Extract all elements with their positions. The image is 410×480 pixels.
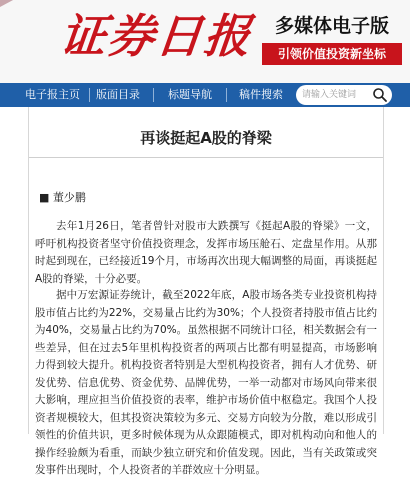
article-paragraph: 据中万宏源证券统计，截至2022年底，A股市场各类专业投资机构持股市值占比约为22%，交易量占比约为30%；个人投资者持股市值占比约为40%，交易量占比约为70%。虽然根据不同统计口径，相关数据会有一些差异，但在过去5年里机构投资者的两项占比都有明显提高，市场影响力得到较大提升。机构投资者特别是大型机构投资者，拥有人才优势、研发优势、信息优势、资金优势、品牌优势，一举一动都对市场风向带来很大影响，理应担当价值投资的表率，维护市场价值中枢稳定。我国个人投资者规模较大，但其投资决策较为多元、交易方向较为分散，难以形成引领性的价值共识，更多时候体现为从众跟随模式，即对机构动向和他人的操作经验颇为看重，而缺少独立研究和价值发现。因此，当有关政策或突发事件出现时，个人投资者的羊群效应十分明显。 <box>35 289 377 476</box>
nav-article-search[interactable]: 稿件搜索 <box>239 88 283 101</box>
nav-page-directory[interactable]: 版面目录 <box>96 88 140 101</box>
article-author: ■ 董少鹏 <box>39 191 86 204</box>
title-divider <box>29 157 383 158</box>
edition-title: 多媒体电子版 <box>274 15 389 37</box>
article-title: 再谈挺起A股的脊梁 <box>140 129 272 147</box>
nav-divider <box>226 88 227 102</box>
search-box <box>296 85 392 105</box>
nav-home[interactable]: 电子报主页 <box>25 88 80 101</box>
nav-divider <box>89 88 90 102</box>
search-icon[interactable] <box>372 87 388 103</box>
decorative-arrow <box>0 0 49 14</box>
article-paragraph: 去年1月26日，笔者曾针对股市大跌撰写《挺起A股的脊梁》一文，呼吁机构投资者坚守价值投资理念，发挥市场压舱石、定盘星作用。从那时起到现在，已经接近19个月，市场再次出现大幅调整的局面，再谈挺起A股的脊梁，十分必要。 <box>35 220 377 285</box>
newspaper-logo[interactable]: 证券日报 <box>57 9 255 63</box>
nav-divider <box>153 88 154 102</box>
main-nav <box>0 83 410 107</box>
nav-title-navigation[interactable]: 标题导航 <box>168 88 212 101</box>
slogan-banner: 引领价值投资新坐标 <box>262 43 402 65</box>
article-panel <box>28 107 384 476</box>
search-input[interactable] <box>302 85 368 105</box>
masthead <box>0 0 410 86</box>
